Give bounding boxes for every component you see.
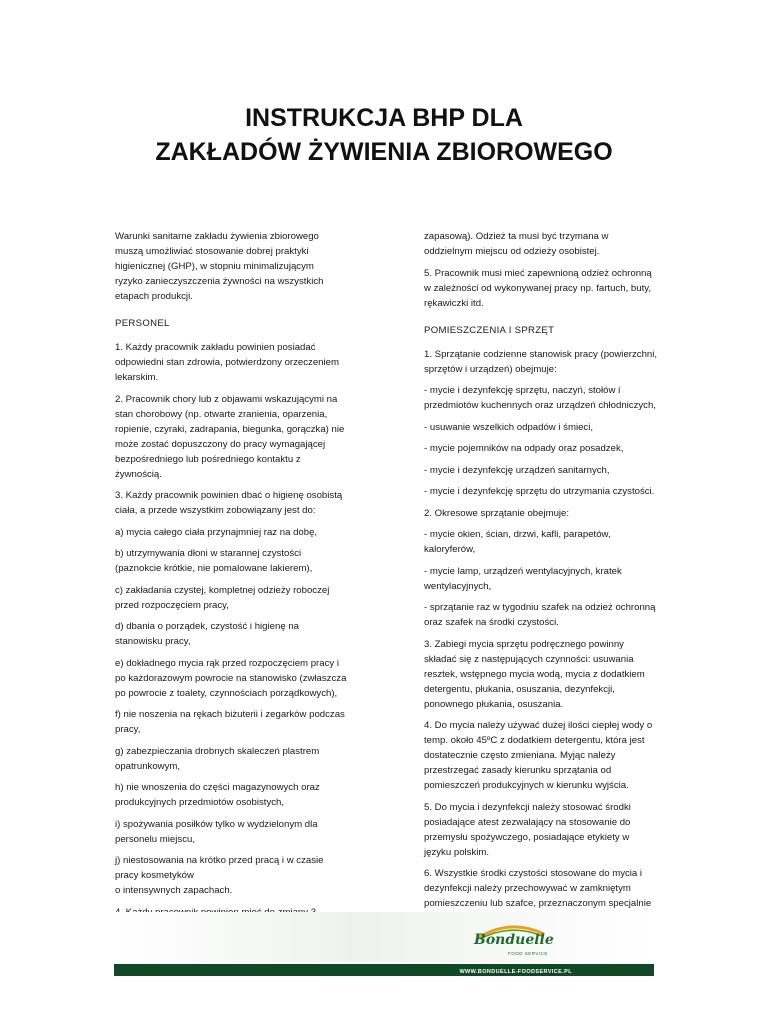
paragraph: - sprzątanie raz w tygodniu szafek na odzież ochronną oraz szafek na środki czystości. xyxy=(424,602,656,628)
paragraph: b) utrzymywania dłoni w starannej czystości (paznokcie krótkie, nie pomalowane lakierem), xyxy=(115,548,313,574)
paragraph: - mycie i dezynfekcję sprzętu do utrzymania czystości. xyxy=(424,486,655,497)
paragraph: c) zakładania czystej, kompletnej odzieży roboczej przed rozpoczęciem pracy, xyxy=(115,584,330,611)
paragraph: a) mycia całego ciała przynajmniej raz na dobę, xyxy=(115,526,318,538)
footer-bar xyxy=(114,964,654,976)
left-column xyxy=(115,229,377,941)
paragraph: 6. Wszystkie środki czystości stosowane do mycia i dezynfekcji należy przechowywać w zamkniętym pomieszczeniu lub szafce, przeznaczonym specjalnie xyxy=(424,868,652,909)
logo-subtitle: FOOD SERVICE xyxy=(508,951,548,956)
paragraph: 3. Każdy pracownik powinien dbać o higienę osobistą ciała, a przede wszystkim zobowiązany jest do: xyxy=(115,490,343,516)
document-title xyxy=(0,101,768,169)
paragraph: i) spożywania posiłków tylko w wydzielonym dla personelu miejscu, xyxy=(115,818,318,845)
paragraph: - mycie i dezynfekcję sprzętu, naczyń, stołów i przedmiotów kuchennych oraz urządzeń chłodniczych, xyxy=(424,385,656,411)
paragraph: - mycie okien, ścian, drzwi, kafli, parapetów, kaloryferów, xyxy=(424,529,611,555)
title-line-1: INSTRUKCJA BHP DLA xyxy=(245,104,523,132)
footer-background xyxy=(114,912,654,962)
footer-url: WWW.BONDUELLE-FOODSERVICE.PL xyxy=(459,969,572,975)
paragraph: d) dbania o porządek, czystość i higienę na stanowisku pracy, xyxy=(115,621,299,647)
paragraph: - mycie i dezynfekcję urządzeń sanitarnych, xyxy=(424,464,610,476)
paragraph: 5. Do mycia i dezynfekcji należy stosować środki posiadające atest zezwalający na stosowanie do przemysłu spożywczego, posiadające etykiety w języku polskim. xyxy=(424,801,631,858)
paragraph: 3. Zabiegi mycia sprzętu podręcznego powinny składać się z następujących czynności: usuwania resztek, wstępnego mycia wodą, mycia z dodatkiem detergentu, płukania, osuszania, dezynfekcji, ponownego płukania, osuszania. xyxy=(424,638,645,710)
paragraph: g) zabezpieczania drobnych skaleczeń plastrem opatrunkowym, xyxy=(115,745,320,772)
paragraph: - usuwanie wszelkich odpadów i śmieci, xyxy=(424,421,594,433)
bonduelle-logo xyxy=(470,922,554,960)
paragraph: f) nie noszenia na rękach biżuterii i zegarków podczas pracy, xyxy=(115,709,345,735)
paragraph: - mycie lamp, urządzeń wentylacyjnych, kratek wentylacyjnych, xyxy=(424,565,622,592)
paragraph: 2. Pracownik chory lub z objawami wskazującymi na stan chorobowy (np. otwarte zranienia, oparzenia, ropienie, czyraki, zadrapania, biegunka, gorączka) nie może zostać dopuszczony do pracy wymagającej bezpośredniego lub pośredniego kontaktu z żywnością. xyxy=(115,393,345,480)
paragraph: 5. Pracownik musi mieć zapewnioną odzież ochronną w zależności od wykonywanej pracy np. fartuch, buty, rękawiczki itd. xyxy=(424,267,652,309)
section-heading: PERSONEL xyxy=(115,318,170,329)
paragraph: 1. Każdy pracownik zakładu powinien posiadać odpowiedni stan zdrowia, potwierdzony orzeczeniem lekarskim. xyxy=(115,342,339,383)
paragraph: 1. Sprzątanie codzienne stanowisk pracy (powierzchni, sprzętów i urządzeń) obejmuje: xyxy=(424,348,658,375)
footer-banner xyxy=(114,912,654,976)
title-line-2: ZAKŁADÓW ŻYWIENIA ZBIOROWEGO xyxy=(155,138,613,166)
paragraph: h) nie wnoszenia do części magazynowych oraz produkcyjnych przedmiotów osobistych, xyxy=(115,782,320,808)
paragraph: zapasową). Odzież ta musi być trzymana w oddzielnym miejscu od odzieży osobistej. xyxy=(424,231,609,257)
paragraph: e) dokładnego mycia rąk przed rozpoczęciem pracy i po każdorazowym powrocie na stanowisko (zwłaszcza po powrocie z toalety, czynnościach porządkowych), xyxy=(115,657,347,699)
logo-wordmark: Bonduelle xyxy=(474,932,554,948)
right-column xyxy=(424,229,706,933)
paragraph: - mycie pojemników na odpady oraz posadzek, xyxy=(424,443,624,454)
paragraph: Warunki sanitarne zakładu żywienia zbiorowego muszą umożliwiać stosowanie dobrej praktyki higienicznej (GHP), w stopniu minimalizującym ryzyko zanieczyszczenia żywności na wszystkich etapach produkcji. xyxy=(115,231,324,302)
paragraph: 2. Okresowe sprzątanie obejmuje: xyxy=(424,507,570,519)
section-heading: POMIESZCZENIA I SPRZĘT xyxy=(424,324,555,336)
paragraph: 4. Do mycia należy używać dużej ilości ciepłej wody o temp. około 45ºC z dodatkiem detergentu, która jest dostatecznie często zmieniana. Myjąc należy przestrzegać zasady kierunku sprzątania od pomieszczeń produkcyjnych w kierunku wyjścia. xyxy=(424,720,653,791)
paragraph: j) niestosowania na krótko przed pracą i w czasie pracy kosmetyków o intensywnych zapachach. xyxy=(115,855,324,896)
